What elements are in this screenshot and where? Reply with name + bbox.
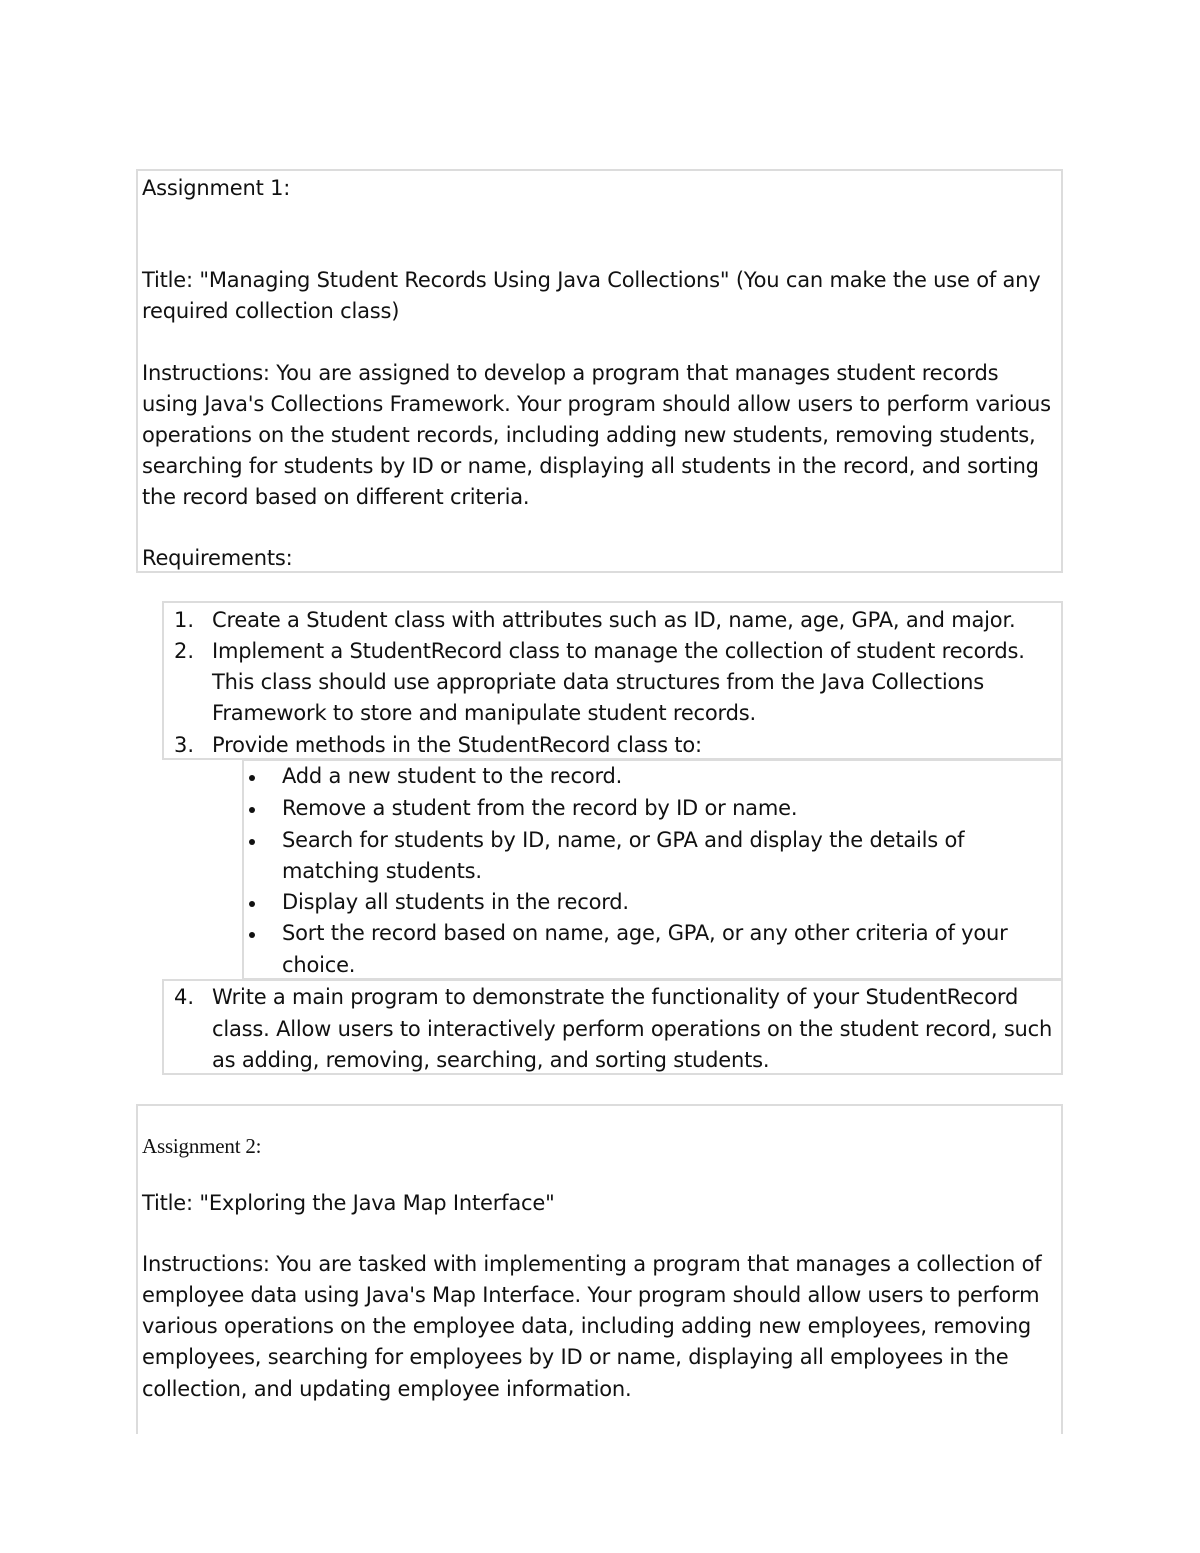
list-item-4-line-3: as adding, removing, searching, and sorting students. bbox=[212, 1048, 770, 1072]
requirements-label: Requirements: bbox=[142, 546, 293, 570]
assignment-2-instructions-line-3: various operations on the employee data, including adding new employees, removing bbox=[142, 1314, 1032, 1338]
list-item-2-line-1: Implement a StudentRecord class to manage the collection of student records. bbox=[212, 639, 1025, 663]
assignment-2-instructions-line-2: employee data using Java's Map Interface. Your program should allow users to perform bbox=[142, 1283, 1040, 1307]
sublist-item-4-line-1: Display all students in the record. bbox=[282, 890, 629, 914]
assignment-2-heading: Assignment 2: bbox=[142, 1134, 262, 1158]
list-number-3: 3. bbox=[173, 733, 194, 757]
bullet-dot bbox=[249, 807, 255, 813]
sublist-item-3-line-2: matching students. bbox=[282, 859, 482, 883]
sublist-item-1-line-1: Add a new student to the record. bbox=[282, 764, 623, 788]
bullet-dot bbox=[249, 901, 255, 907]
list-item-1-line-1: Create a Student class with attributes such as ID, name, age, GPA, and major. bbox=[212, 608, 1016, 632]
assignment-1-instructions-line-5: the record based on different criteria. bbox=[142, 485, 530, 509]
bullet-dot bbox=[249, 775, 255, 781]
assignment-2-instructions-line-1: Instructions: You are tasked with implementing a program that manages a collection of bbox=[142, 1252, 1042, 1276]
assignment-1-instructions-line-2: using Java's Collections Framework. Your program should allow users to perform various bbox=[142, 392, 1051, 416]
assignment-1-heading: Assignment 1: bbox=[142, 176, 291, 200]
sublist-item-2-line-1: Remove a student from the record by ID or name. bbox=[282, 796, 798, 820]
bullet-dot bbox=[249, 839, 255, 845]
list-item-2-line-3: Framework to store and manipulate student records. bbox=[212, 701, 756, 725]
sublist-item-5-line-2: choice. bbox=[282, 953, 356, 977]
list-item-2-line-2: This class should use appropriate data structures from the Java Collections bbox=[212, 670, 984, 694]
assignment-2-title: Title: "Exploring the Java Map Interface" bbox=[142, 1191, 555, 1215]
assignment-1-title-line-2: required collection class) bbox=[142, 299, 400, 323]
list-item-3-line-1: Provide methods in the StudentRecord class to: bbox=[212, 733, 702, 757]
list-item-4-line-1: Write a main program to demonstrate the functionality of your StudentRecord bbox=[212, 985, 1019, 1009]
assignment-2-instructions-line-4: employees, searching for employees by ID or name, displaying all employees in the bbox=[142, 1345, 1009, 1369]
sublist-item-5-line-1: Sort the record based on name, age, GPA, or any other criteria of your bbox=[282, 921, 1008, 945]
assignment-2-instructions-line-5: collection, and updating employee information. bbox=[142, 1377, 632, 1401]
assignment-1-instructions-line-3: operations on the student records, including adding new students, removing students, bbox=[142, 423, 1036, 447]
assignment-1-title-line-1: Title: "Managing Student Records Using Java Collections" (You can make the use of any bbox=[142, 268, 1041, 292]
list-number-4: 4. bbox=[173, 985, 194, 1009]
assignment-1-instructions-line-1: Instructions: You are assigned to develop a program that manages student records bbox=[142, 361, 999, 385]
sublist-item-3-line-1: Search for students by ID, name, or GPA and display the details of bbox=[282, 828, 965, 852]
list-item-4-line-2: class. Allow users to interactively perform operations on the student record, such bbox=[212, 1017, 1053, 1041]
list-number-2: 2. bbox=[173, 639, 194, 663]
list-number-1: 1. bbox=[173, 608, 194, 632]
assignment-1-instructions-line-4: searching for students by ID or name, displaying all students in the record, and sorting bbox=[142, 454, 1039, 478]
bullet-dot bbox=[249, 932, 255, 938]
